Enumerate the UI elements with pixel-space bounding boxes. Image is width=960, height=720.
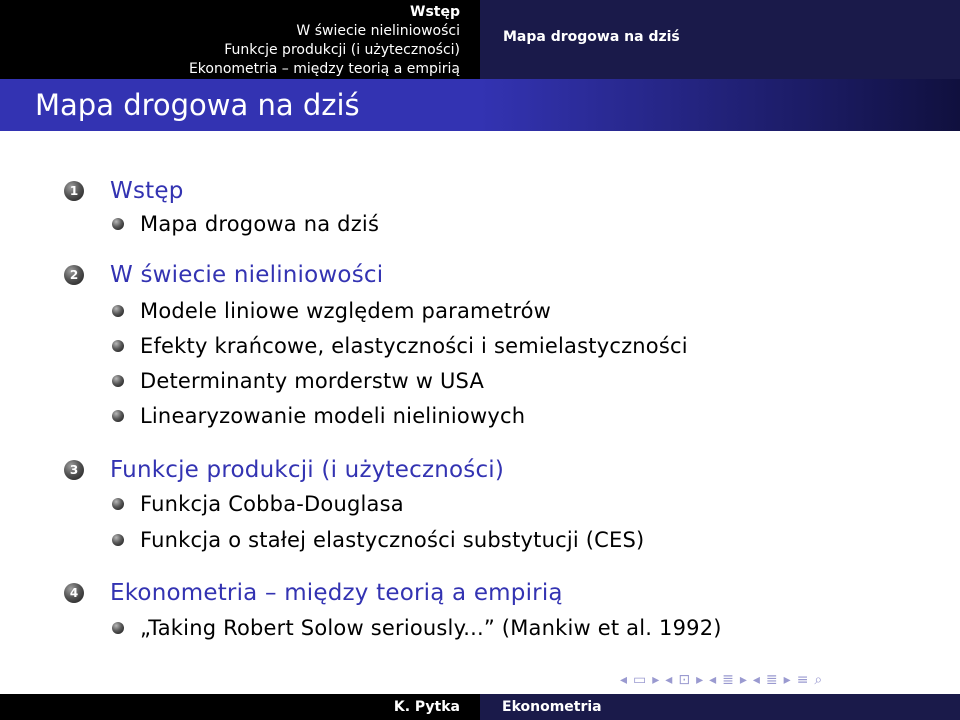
outline (0, 131, 960, 671)
section-number-badge: 4 (64, 583, 84, 603)
footer-title: Ekonometria (480, 694, 960, 720)
footer (0, 694, 960, 720)
outline-item-label: Funkcja Cobba-Douglasa (140, 492, 404, 516)
outline-item-label: Efekty krańcowe, elastyczności i semielastyczności (140, 334, 688, 358)
bullet-ball-icon (112, 218, 124, 230)
nav-prev-subsection-icon[interactable]: ◂ (709, 672, 717, 688)
outline-section-label: W świecie nieliniowości (110, 262, 384, 288)
outline-item[interactable] (112, 616, 722, 640)
nav-section-ekonometria[interactable]: Ekonometria – między teorią a empirią (188, 61, 460, 77)
section-number-badge: 3 (64, 460, 84, 480)
search-icon[interactable]: ⌕ (814, 672, 823, 688)
footer-author: K. Pytka (0, 694, 480, 720)
bullet-ball-icon (112, 340, 124, 352)
navigation-symbols (620, 670, 950, 690)
outline-section-3[interactable] (64, 457, 504, 483)
outline-item[interactable] (112, 369, 484, 393)
nav-prev-icon[interactable]: ◂ (665, 672, 673, 688)
outline-item[interactable] (112, 334, 688, 358)
outline-item[interactable] (112, 299, 551, 323)
nav-section-icon[interactable]: ≣ (722, 672, 734, 688)
nav-section-nieliniowosci[interactable]: W świecie nieliniowości (296, 23, 460, 39)
section-navigation (0, 0, 480, 79)
bullet-ball-icon (112, 534, 124, 546)
outline-section-label: Wstęp (110, 178, 184, 204)
bullet-ball-icon (112, 410, 124, 422)
outline-item[interactable] (112, 528, 644, 552)
outline-item-label: Modele liniowe względem parametrów (140, 299, 552, 323)
nav-slide-icon[interactable]: ≣ (765, 672, 778, 688)
nav-first-icon[interactable]: ◂ (620, 672, 628, 688)
nav-prev-section-icon[interactable]: ◂ (752, 672, 760, 688)
section-number-badge: 2 (64, 265, 84, 285)
outline-item-label: Funkcja o stałej elastyczności substytucji (CES) (140, 528, 645, 552)
outline-item-label: Linearyzowanie modeli nieliniowych (140, 404, 526, 428)
bullet-ball-icon (112, 375, 124, 387)
nav-frame-icon[interactable]: ▭ (633, 672, 647, 688)
nav-subsection-icon[interactable]: ⊡ (678, 672, 691, 688)
subsection-navigation (480, 0, 960, 79)
nav-section-wstep[interactable]: Wstęp (410, 4, 460, 20)
outline-item[interactable] (112, 404, 525, 428)
bullet-ball-icon (112, 498, 124, 510)
outline-item-label: Mapa drogowa na dziś (140, 212, 380, 236)
nav-appendix-icon[interactable]: ≡ (796, 672, 809, 688)
nav-next-subsection-icon[interactable]: ▸ (739, 672, 747, 688)
bullet-ball-icon (112, 622, 124, 634)
outline-section-label: Ekonometria – między teorią a empirią (110, 580, 563, 606)
outline-section-4[interactable] (64, 580, 563, 606)
outline-section-2[interactable] (64, 262, 383, 288)
outline-item[interactable] (112, 492, 404, 516)
section-number-badge: 1 (64, 181, 84, 201)
outline-item[interactable] (112, 212, 379, 236)
nav-section-funkcje-produkcji[interactable]: Funkcje produkcji (i użyteczności) (224, 42, 460, 58)
outline-item-label: Determinanty morderstw w USA (140, 369, 485, 393)
bullet-ball-icon (112, 305, 124, 317)
nav-subsection-current[interactable]: Mapa drogowa na dziś (503, 29, 680, 45)
nav-back-icon[interactable]: ▸ (652, 672, 660, 688)
outline-section-label: Funkcje produkcji (i użyteczności) (110, 457, 505, 483)
nav-next-section-icon[interactable]: ▸ (783, 672, 791, 688)
frame-title: Mapa drogowa na dziś (0, 79, 960, 131)
outline-item-label: „Taking Robert Solow seriously...” (Mankiw et al. 1992) (140, 616, 722, 640)
nav-next-icon[interactable]: ▸ (696, 672, 704, 688)
outline-section-1[interactable] (64, 178, 184, 204)
header-navigation (0, 0, 960, 79)
